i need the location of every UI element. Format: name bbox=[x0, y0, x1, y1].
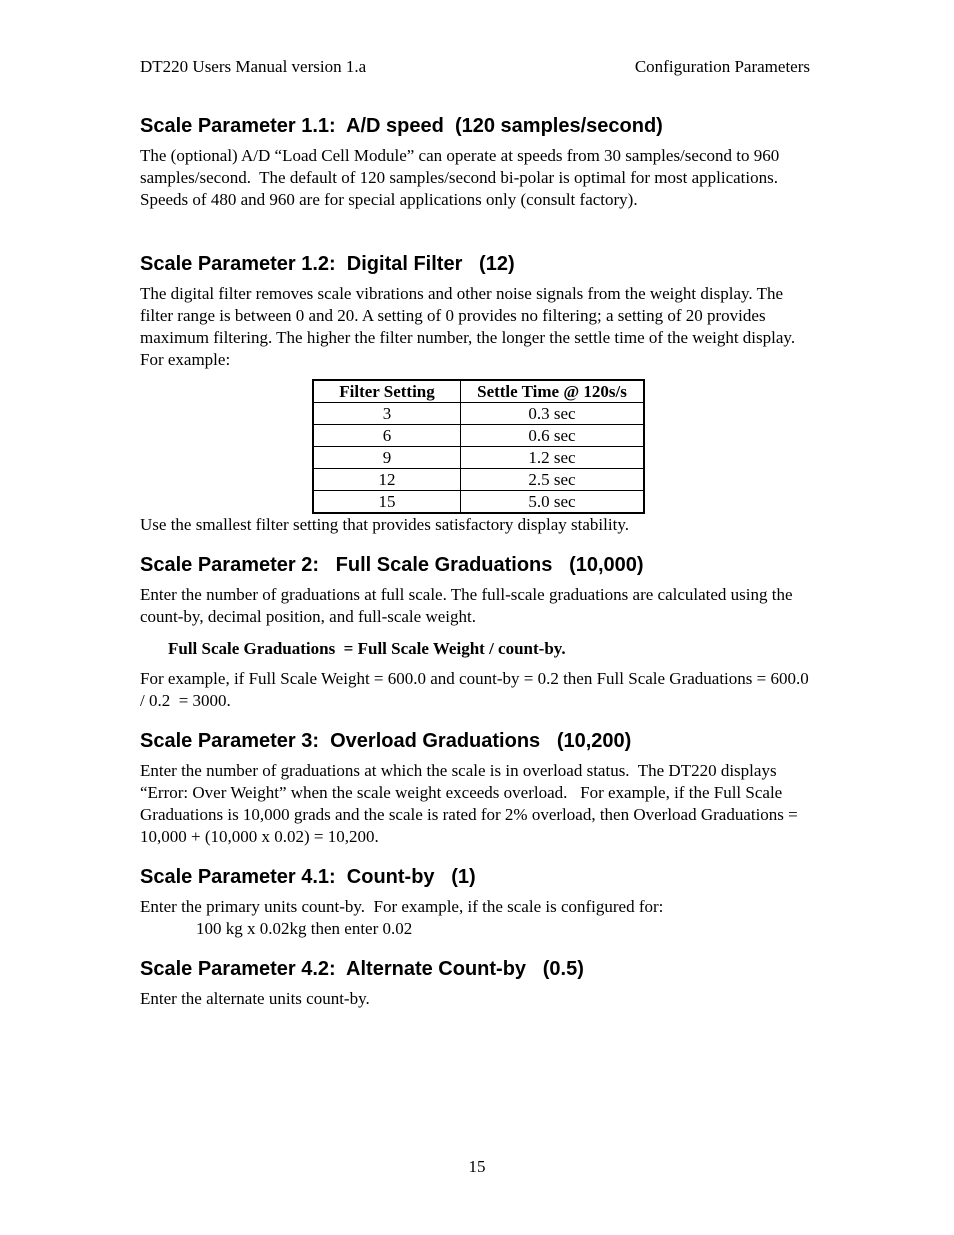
section-example: For example, if Full Scale Weight = 600.0 and count-by = 0.2 then Full Scale Graduations = 600.0 / 0.2 = 3000. bbox=[140, 669, 813, 710]
section-note: Use the smallest filter setting that provides satisfactory display stability. bbox=[140, 515, 629, 534]
table-cell: 12 bbox=[313, 469, 461, 491]
table-row bbox=[313, 491, 644, 514]
table-cell: 3 bbox=[313, 403, 461, 425]
table-cell: 0.6 sec bbox=[461, 425, 645, 447]
section-heading: Scale Parameter 1.1: A/D speed (120 samples/second) bbox=[140, 115, 663, 137]
page-content bbox=[140, 113, 814, 1026]
section-example: 100 kg x 0.02kg then enter 0.02 bbox=[196, 919, 413, 938]
running-header-section: Configuration Parameters bbox=[634, 57, 810, 76]
table-cell: 5.0 sec bbox=[461, 491, 645, 514]
section-body: Enter the number of graduations at full scale. The full-scale graduations are calculated using the count-by, decimal position, and full-scale weight. bbox=[140, 585, 793, 626]
section-ad-speed bbox=[140, 113, 814, 211]
section-body: Enter the number of graduations at which the scale is in overload status. The DT220 displays “Error: Over Weight” when the scale weight exceeds overload. For example, if the Full Scale Graduations is 10,000 grads and the scale is rated for 2% overload, then Overload Graduations = 10,000 + (10,000 x 0.02) = 10,200. bbox=[140, 761, 803, 846]
table-header-row bbox=[313, 380, 644, 403]
section-heading: Scale Parameter 3: Overload Graduations (10,200) bbox=[140, 730, 632, 752]
table-cell: 1.2 sec bbox=[461, 447, 645, 469]
section-body: The (optional) A/D “Load Cell Module” can operate at speeds from 30 samples/second to 960 samples/second. The default of 120 samples/second bi-polar is optimal for most applications. Speeds of 480 and 960 are for special applications only (consult factory). bbox=[140, 146, 787, 209]
table-row bbox=[313, 425, 644, 447]
table-header-filter-setting: Filter Setting bbox=[313, 380, 461, 403]
table-cell: 15 bbox=[313, 491, 461, 514]
table-row bbox=[313, 447, 644, 469]
section-heading: Scale Parameter 4.2: Alternate Count-by (0.5) bbox=[140, 958, 584, 980]
page-number: 15 bbox=[468, 1157, 486, 1176]
section-heading: Scale Parameter 4.1: Count-by (1) bbox=[140, 866, 476, 888]
section-full-scale-graduations bbox=[140, 552, 814, 712]
section-body: The digital filter removes scale vibrations and other noise signals from the weight display. The filter range is between 0 and 20. A setting of 0 provides no filtering; a setting of 20 provides maximum filtering. The higher the filter number, the longer the settle time of the weight display. For example: bbox=[140, 284, 796, 369]
section-alternate-count-by bbox=[140, 956, 814, 1010]
section-body: Enter the primary units count-by. For example, if the scale is configured for: bbox=[140, 897, 664, 916]
table-cell: 2.5 sec bbox=[461, 469, 645, 491]
section-count-by bbox=[140, 864, 814, 940]
section-body: Enter the alternate units count-by. bbox=[140, 989, 370, 1008]
table-row bbox=[313, 469, 644, 491]
table-cell: 0.3 sec bbox=[461, 403, 645, 425]
section-heading: Scale Parameter 1.2: Digital Filter (12) bbox=[140, 253, 515, 275]
table-cell: 6 bbox=[313, 425, 461, 447]
section-heading: Scale Parameter 2: Full Scale Graduations (10,000) bbox=[140, 554, 644, 576]
table-row bbox=[313, 403, 644, 425]
section-overload-graduations bbox=[140, 728, 814, 848]
section-digital-filter bbox=[140, 251, 814, 536]
table-cell: 9 bbox=[313, 447, 461, 469]
formula: Full Scale Graduations = Full Scale Weight / count-by. bbox=[168, 639, 566, 658]
filter-table bbox=[312, 379, 645, 514]
running-header-title: DT220 Users Manual version 1.a bbox=[140, 57, 367, 76]
table-header-settle-time: Settle Time @ 120s/s bbox=[461, 380, 645, 403]
